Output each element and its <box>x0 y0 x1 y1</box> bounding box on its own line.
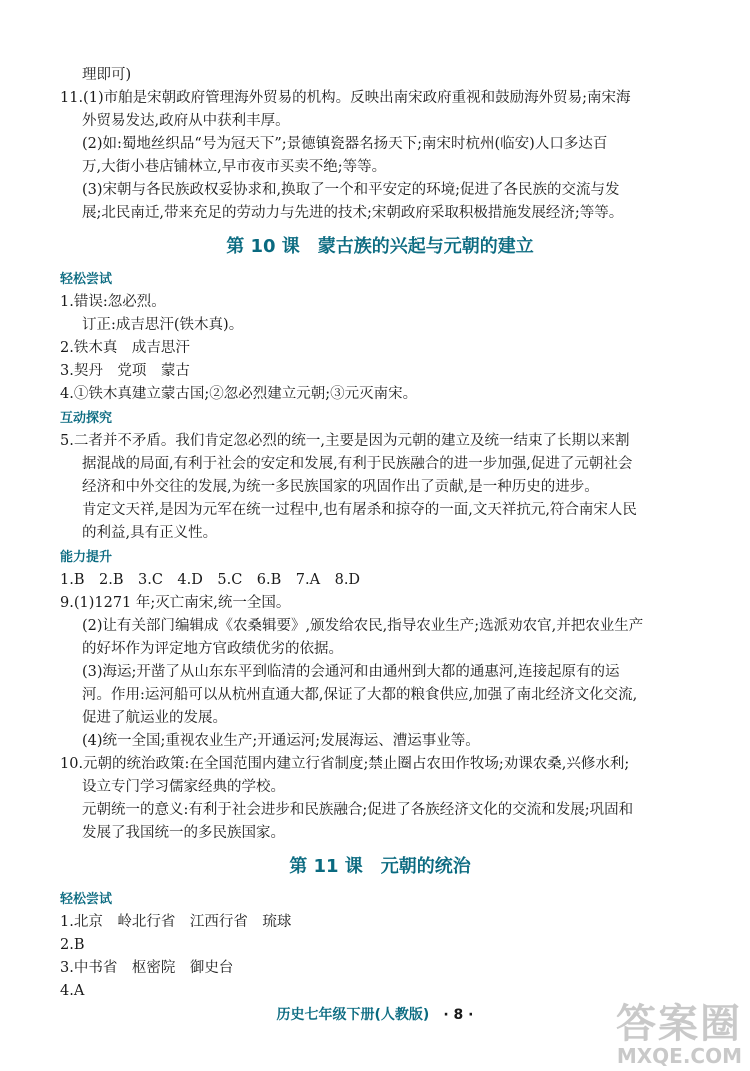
text-line: 的好坏作为评定地方官政绩优劣的依据。 <box>82 641 343 657</box>
lesson-11-title: 第 11 课 元朝的统治 <box>289 856 471 877</box>
text-line: 发展了我国统一的多民族国家。 <box>82 825 285 841</box>
text-line: 设立专门学习儒家经典的学校。 <box>82 779 285 795</box>
answer-10: 10.元朝的统治政策:在全国范围内建立行省制度;禁止圈占农田作牧场;劝课农桑,兴修水利; <box>60 756 630 772</box>
text-line: 订正:成吉思汗(铁木真)。 <box>82 317 244 333</box>
answer-9-2: (2)让有关部门编辑成《农桑辑要》,颁发给农民,指导农业生产;选派劝农官,并把农业生产 <box>82 618 644 634</box>
answer-3: 3.契丹 党项 蒙古 <box>60 363 190 379</box>
text-line: 肯定文天祥,是因为元军在统一过程中,也有屠杀和掠夺的一面,文天祥抗元,符合南宋人民 <box>82 502 637 518</box>
book-title: 历史七年级下册(人教版) <box>276 1007 430 1023</box>
answer-9-3: (3)海运;开凿了从山东东平到临清的会通河和由通州到大都的通惠河,连接起原有的运 <box>82 664 620 680</box>
answer-9-4: (4)统一全国;重视农业生产;开通运河;发展海运、漕运事业等。 <box>82 733 480 749</box>
text-line: 河。作用:运河船可以从杭州直通大都,保证了大都的粮食供应,加强了南北经济文化交流, <box>82 687 638 703</box>
answer-2: 2.B <box>60 937 85 953</box>
text-line: 元朝统一的意义:有利于社会进步和民族融合;促进了各族经济文化的交流和发展;巩固和 <box>82 802 634 818</box>
lesson-10-title: 第 10 课 蒙古族的兴起与元朝的建立 <box>226 236 534 257</box>
answer-3: 3.中书省 枢密院 御史台 <box>60 960 234 976</box>
answer-1: 1.北京 岭北行省 江西行省 琉球 <box>60 914 292 930</box>
watermark-text: 答案圈 <box>616 1001 742 1047</box>
answer-5: 5.二者并不矛盾。我们肯定忽必烈的统一,主要是因为元朝的建立及统一结束了长期以来割 <box>60 433 630 449</box>
answer-q11-3: (3)宋朝与各民族政权妥协求和,换取了一个和平安定的环境;促进了各民族的交流与发 <box>82 182 620 198</box>
text-line: 促进了航运业的发展。 <box>82 710 227 726</box>
page-number: · 8 · <box>443 1007 474 1023</box>
text-line: 据混战的局面,有利于社会的安定和发展,有利于民族融合的进一步加强,促进了元朝社会 <box>82 456 633 472</box>
text-line: 万,大街小巷店铺林立,早市夜市买卖不绝;等等。 <box>82 159 387 175</box>
section-heading: 轻松尝试 <box>60 272 113 287</box>
choice-answers: 1.B 2.B 3.C 4.D 5.C 6.B 7.A 8.D <box>60 572 361 588</box>
watermark-url: MXQE.COM <box>616 1044 742 1068</box>
text-line: 外贸易发达,政府从中获利丰厚。 <box>82 113 290 129</box>
section-heading: 能力提升 <box>60 550 113 565</box>
answer-2: 2.铁木真 成吉思汗 <box>60 340 190 356</box>
watermark-logo <box>592 1003 742 1069</box>
section-heading: 轻松尝试 <box>60 892 113 907</box>
answer-4: 4.①铁木真建立蒙古国;②忽必烈建立元朝;③元灭南宋。 <box>60 386 418 402</box>
text-line: 的利益,具有正义性。 <box>82 525 218 541</box>
text-line: 展;北民南迁,带来充足的劳动力与先进的技术;宋朝政府采取积极措施发展经济;等等。 <box>82 205 624 221</box>
answer-1: 1.错误:忽必烈。 <box>60 294 166 310</box>
text-line: 理即可) <box>82 67 132 83</box>
answer-content <box>60 64 700 1003</box>
section-heading: 互动探究 <box>60 411 113 426</box>
text-line: 经济和中外交往的发展,为统一多民族国家的巩固作出了贡献,是一种历史的进步。 <box>82 479 599 495</box>
answer-9-1: 9.(1)1271 年;灭亡南宋,统一全国。 <box>60 595 291 611</box>
answer-q11-1: 11.(1)市舶是宋朝政府管理海外贸易的机构。反映出南宋政府重视和鼓励海外贸易;南宋海 <box>60 90 631 106</box>
answer-4: 4.A <box>60 983 85 999</box>
answer-q11-2: (2)如:蜀地丝织品“号为冠天下”;景德镇瓷器名扬天下;南宋时杭州(临安)人口多达百 <box>82 136 608 152</box>
